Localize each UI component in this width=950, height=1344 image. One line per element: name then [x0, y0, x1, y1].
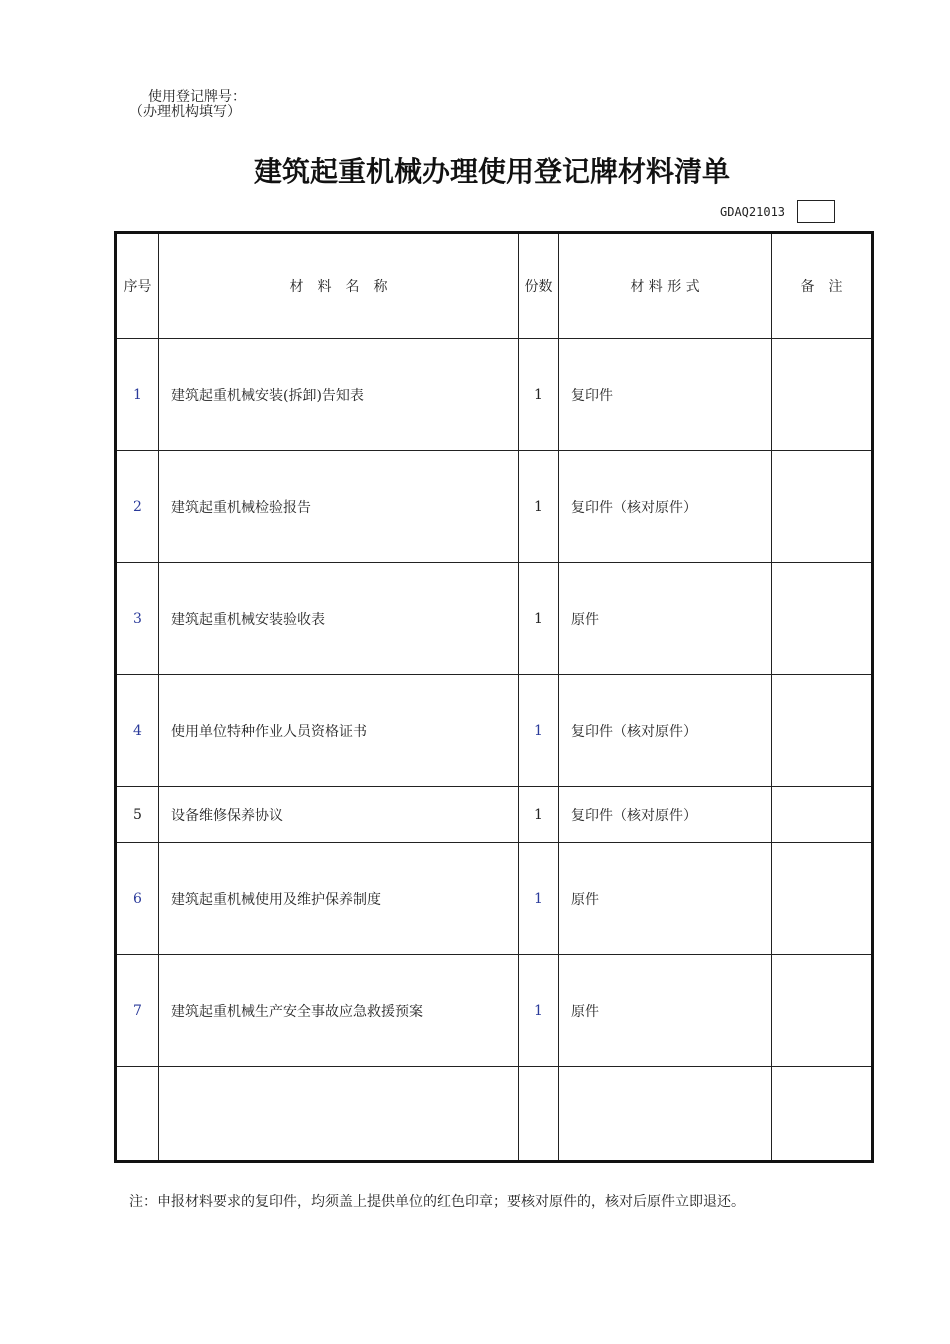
row-remark [772, 451, 873, 563]
row-name: 使用单位特种作业人员资格证书 [159, 675, 519, 787]
table-row [116, 451, 873, 563]
row-copies: 1 [519, 675, 559, 787]
materials-table [114, 231, 874, 1163]
row-remark [772, 955, 873, 1067]
empty-cell [159, 1067, 519, 1162]
col-header-remark: 备 注 [772, 233, 873, 339]
row-copies: 1 [519, 451, 559, 563]
row-form: 原件 [559, 955, 772, 1067]
row-seq: 2 [116, 451, 159, 563]
col-header-name: 材 料 名 称 [159, 233, 519, 339]
registration-number-note: （办理机构填写） [129, 104, 241, 120]
row-seq: 3 [116, 563, 159, 675]
table-row [116, 955, 873, 1067]
row-name: 设备维修保养协议 [159, 787, 519, 843]
row-seq: 1 [116, 339, 159, 451]
empty-cell [116, 1067, 159, 1162]
col-header-copies: 份数 [519, 233, 559, 339]
row-name: 建筑起重机械检验报告 [159, 451, 519, 563]
table-header-row [116, 233, 873, 339]
row-remark [772, 787, 873, 843]
row-seq: 6 [116, 843, 159, 955]
row-copies: 1 [519, 563, 559, 675]
row-name: 建筑起重机械生产安全事故应急救援预案 [159, 955, 519, 1067]
table-row [116, 787, 873, 843]
table-row [116, 563, 873, 675]
row-copies: 1 [519, 955, 559, 1067]
row-form: 原件 [559, 843, 772, 955]
row-form: 复印件（核对原件） [559, 451, 772, 563]
row-form: 复印件（核对原件） [559, 787, 772, 843]
form-code-box [797, 200, 835, 223]
row-form: 复印件 [559, 339, 772, 451]
row-name: 建筑起重机械安装验收表 [159, 563, 519, 675]
row-remark [772, 843, 873, 955]
row-copies: 1 [519, 843, 559, 955]
form-code: GDAQ21013 [720, 205, 786, 219]
table-row-empty [116, 1067, 873, 1162]
row-form: 原件 [559, 563, 772, 675]
table-row [116, 675, 873, 787]
row-name: 建筑起重机械使用及维护保养制度 [159, 843, 519, 955]
page-title: 建筑起重机械办理使用登记牌材料清单 [253, 155, 730, 188]
row-seq: 4 [116, 675, 159, 787]
empty-cell [559, 1067, 772, 1162]
row-copies: 1 [519, 787, 559, 843]
row-name: 建筑起重机械安装(拆卸)告知表 [159, 339, 519, 451]
registration-number-label: 使用登记牌号： [148, 89, 246, 105]
table-row [116, 843, 873, 955]
row-remark [772, 563, 873, 675]
empty-cell [519, 1067, 559, 1162]
col-header-seq: 序号 [116, 233, 159, 339]
row-seq: 7 [116, 955, 159, 1067]
row-remark [772, 675, 873, 787]
col-header-form: 材 料 形 式 [559, 233, 772, 339]
row-remark [772, 339, 873, 451]
empty-cell [772, 1067, 873, 1162]
row-copies: 1 [519, 339, 559, 451]
row-seq: 5 [116, 787, 159, 843]
table-row [116, 339, 873, 451]
footnote: 注：申报材料要求的复印件，均须盖上提供单位的红色印章；要核对原件的，核对后原件立即退还。 [129, 1194, 745, 1210]
row-form: 复印件（核对原件） [559, 675, 772, 787]
